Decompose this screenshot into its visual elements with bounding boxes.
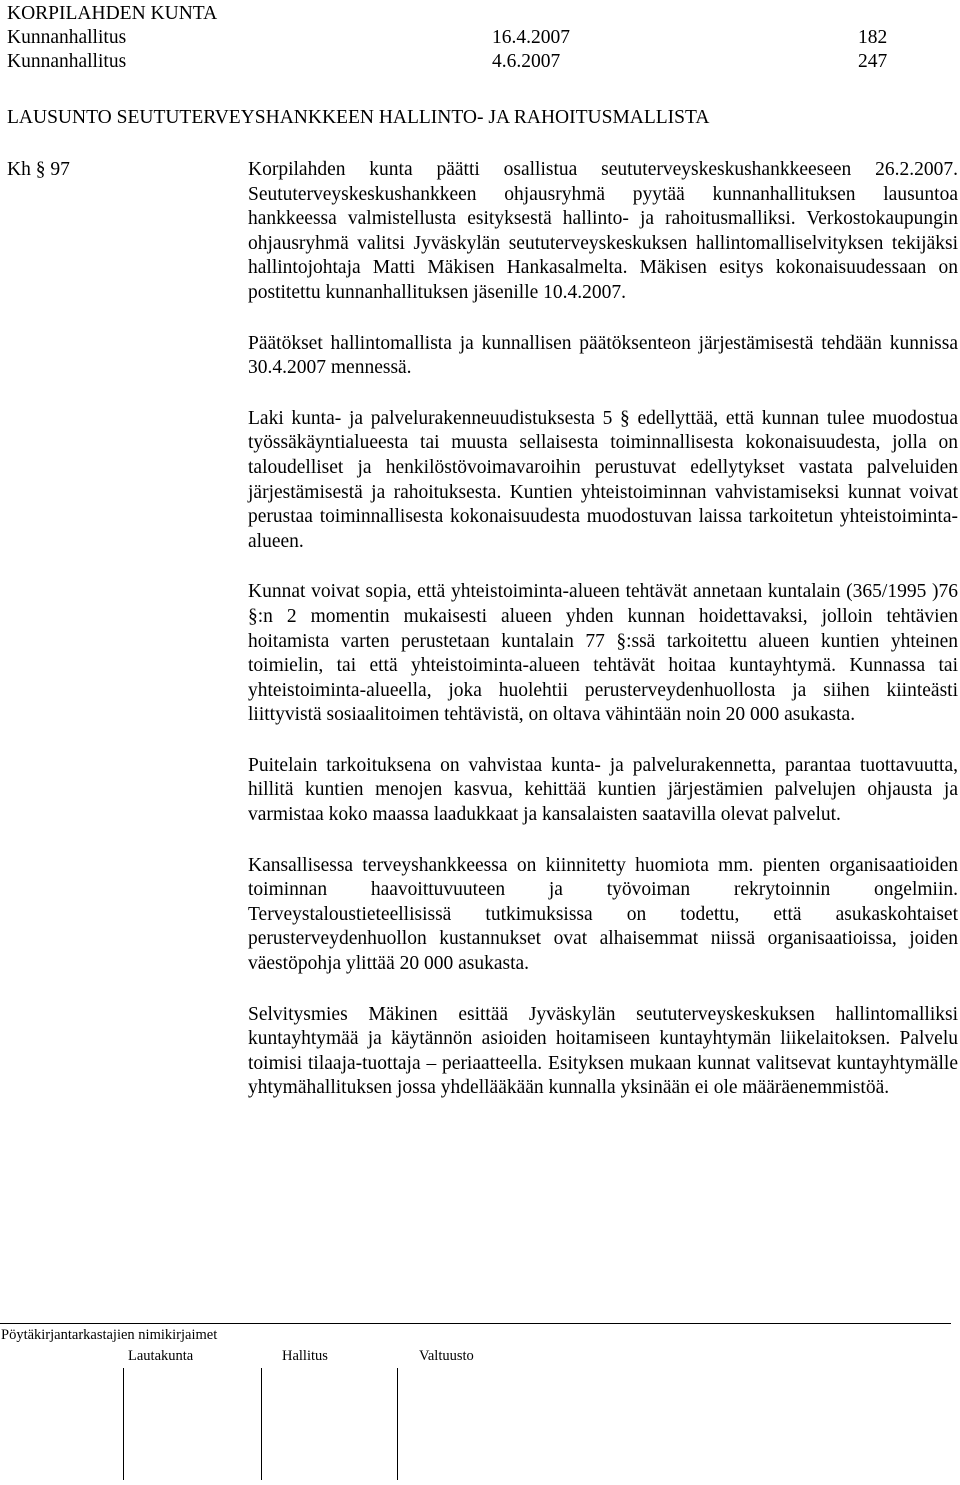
- organization-name: KORPILAHDEN KUNTA: [7, 3, 218, 24]
- body-paragraph: Puitelain tarkoituksena on vahvistaa kunta- ja palvelurakennetta, parantaa tuottavuutta, hillitä kuntien menojen kasvua, kehittää kuntien järjestämien palvelujen ohjausta ja varmistaa koko maassa laadukkaat ja kansalaisten saatavilla olevat palvelut.: [248, 754, 958, 826]
- footer-column-divider: [123, 1368, 124, 1480]
- footer-column-divider: [261, 1368, 262, 1480]
- header-date: 4.6.2007: [492, 51, 561, 72]
- section-number: Kh § 97: [7, 159, 70, 180]
- header-date: 16.4.2007: [492, 27, 570, 48]
- footer-divider: [0, 1323, 951, 1324]
- body-paragraph: Kansallisessa terveyshankkeessa on kiinnitetty huomiota mm. pienten organisaatioiden toiminnan haavoittuvuuteen ja työvoiman rekrytoinnin ongelmiin. Terveystaloustieteellisissä tutkimuksissa on todettu, että asukaskohtaiset perusterveydenhuollon kustannukset ovat alhaisemmat niissä organisaatioissa, joiden väestöpohja ylittää 20 000 asukasta.: [248, 854, 958, 975]
- body-paragraph: Päätökset hallintomallista ja kunnallisen päätöksenteon järjestämisestä tehdään kunnissa 30.4.2007 mennessä.: [248, 332, 958, 379]
- document-title: LAUSUNTO SEUTUTERVEYSHANKKEEN HALLINTO- JA RAHOITUSMALLISTA: [7, 107, 710, 128]
- body-paragraph: Kunnat voivat sopia, että yhteistoiminta-alueen tehtävät annetaan kuntalain (365/1995 )76 §:n 2 momentin mukaisesti alueen yhden kunnan hoidettavaksi, jolloin tehtävien hoitamista varten perustetaan kuntalain 77 §:ssä tarkoitettu alueen kuntien yhteinen toimielin, tai että yhteistoiminta-alueen tehtävät hoitaa kuntayhtymä. Kunnassa tai yhteistoiminta-alueella, joka huolehtii perusterveydenhuollosta ja siihen kiinteästi liittyvistä sosiaalitoimen tehtävistä, on oltava vähintään noin 20 000 asukasta.: [248, 581, 958, 726]
- header-row-2: [7, 50, 888, 74]
- body-paragraph: Korpilahden kunta päätti osallistua seututerveyskeskushankkeeseen 26.2.2007. Seututerveyskeskushankkeen ohjausryhmä pyytää kunnanhallituksen lausuntoa hankkeessa valmistellusta esityksestä hallinto- ja rahoitusmalliksi. Verkostokaupungin ohjausryhmä valitsi Jyväskylän seututerveyskeskuksen hallintomalliselvityksen tekijäksi hallintojohtaja Matti Mäkisen Hankasalmelta. Mäkisen esitys kokonaisuudessaan on postitettu kunnanhallituksen jäsenille 10.4.2007.: [248, 159, 958, 303]
- header-body-name: Kunnanhallitus: [7, 27, 127, 48]
- document-body: [248, 158, 958, 1127]
- footer-label-lautakunta: Lautakunta: [128, 1348, 194, 1364]
- body-paragraph: Selvitysmies Mäkinen esittää Jyväskylän seututerveyskeskuksen hallintomalliksi kuntayhtymää ja käytännön asioiden hoitamiseen kuntayhtymän liikelaitoksen. Palvelu toimisi tilaaja-tuottaja – periaatteella. Esityksen mukaan kunnat valitsevat kuntayhtymälle yhtymähallituksen jossa yhdellääkään kunnalla yksinään ei ole määräenemmistöä.: [248, 1003, 958, 1099]
- footer-column-divider: [397, 1368, 398, 1480]
- header-page-number: 182: [858, 27, 888, 48]
- body-paragraph: Laki kunta- ja palvelurakenneuudistuksesta 5 § edellyttää, että kunnan tulee muodostua työssäkäyntialueesta tai muusta sellaisesta toiminnallisesta kokonaisuudesta, jolla on taloudelliset ja henkilöstövoimavaroihin perustuvat edellytykset vastata palveluiden järjestämisestä ja rahoituksesta. Kuntien yhteistoiminnan vahvistamiseksi kunnat voivat perustaa toiminnallisesta kokonaisuudesta muodostuvan laissa tarkoitetun yhteistoiminta-alueen.: [248, 407, 958, 552]
- footer-title: Pöytäkirjantarkastajien nimikirjaimet: [1, 1327, 218, 1343]
- header-row-1: [7, 26, 888, 50]
- header-page-number: 247: [858, 51, 888, 72]
- header-body-name: Kunnanhallitus: [7, 51, 127, 72]
- footer-label-hallitus: Hallitus: [282, 1348, 328, 1364]
- footer-label-valtuusto: Valtuusto: [419, 1348, 474, 1364]
